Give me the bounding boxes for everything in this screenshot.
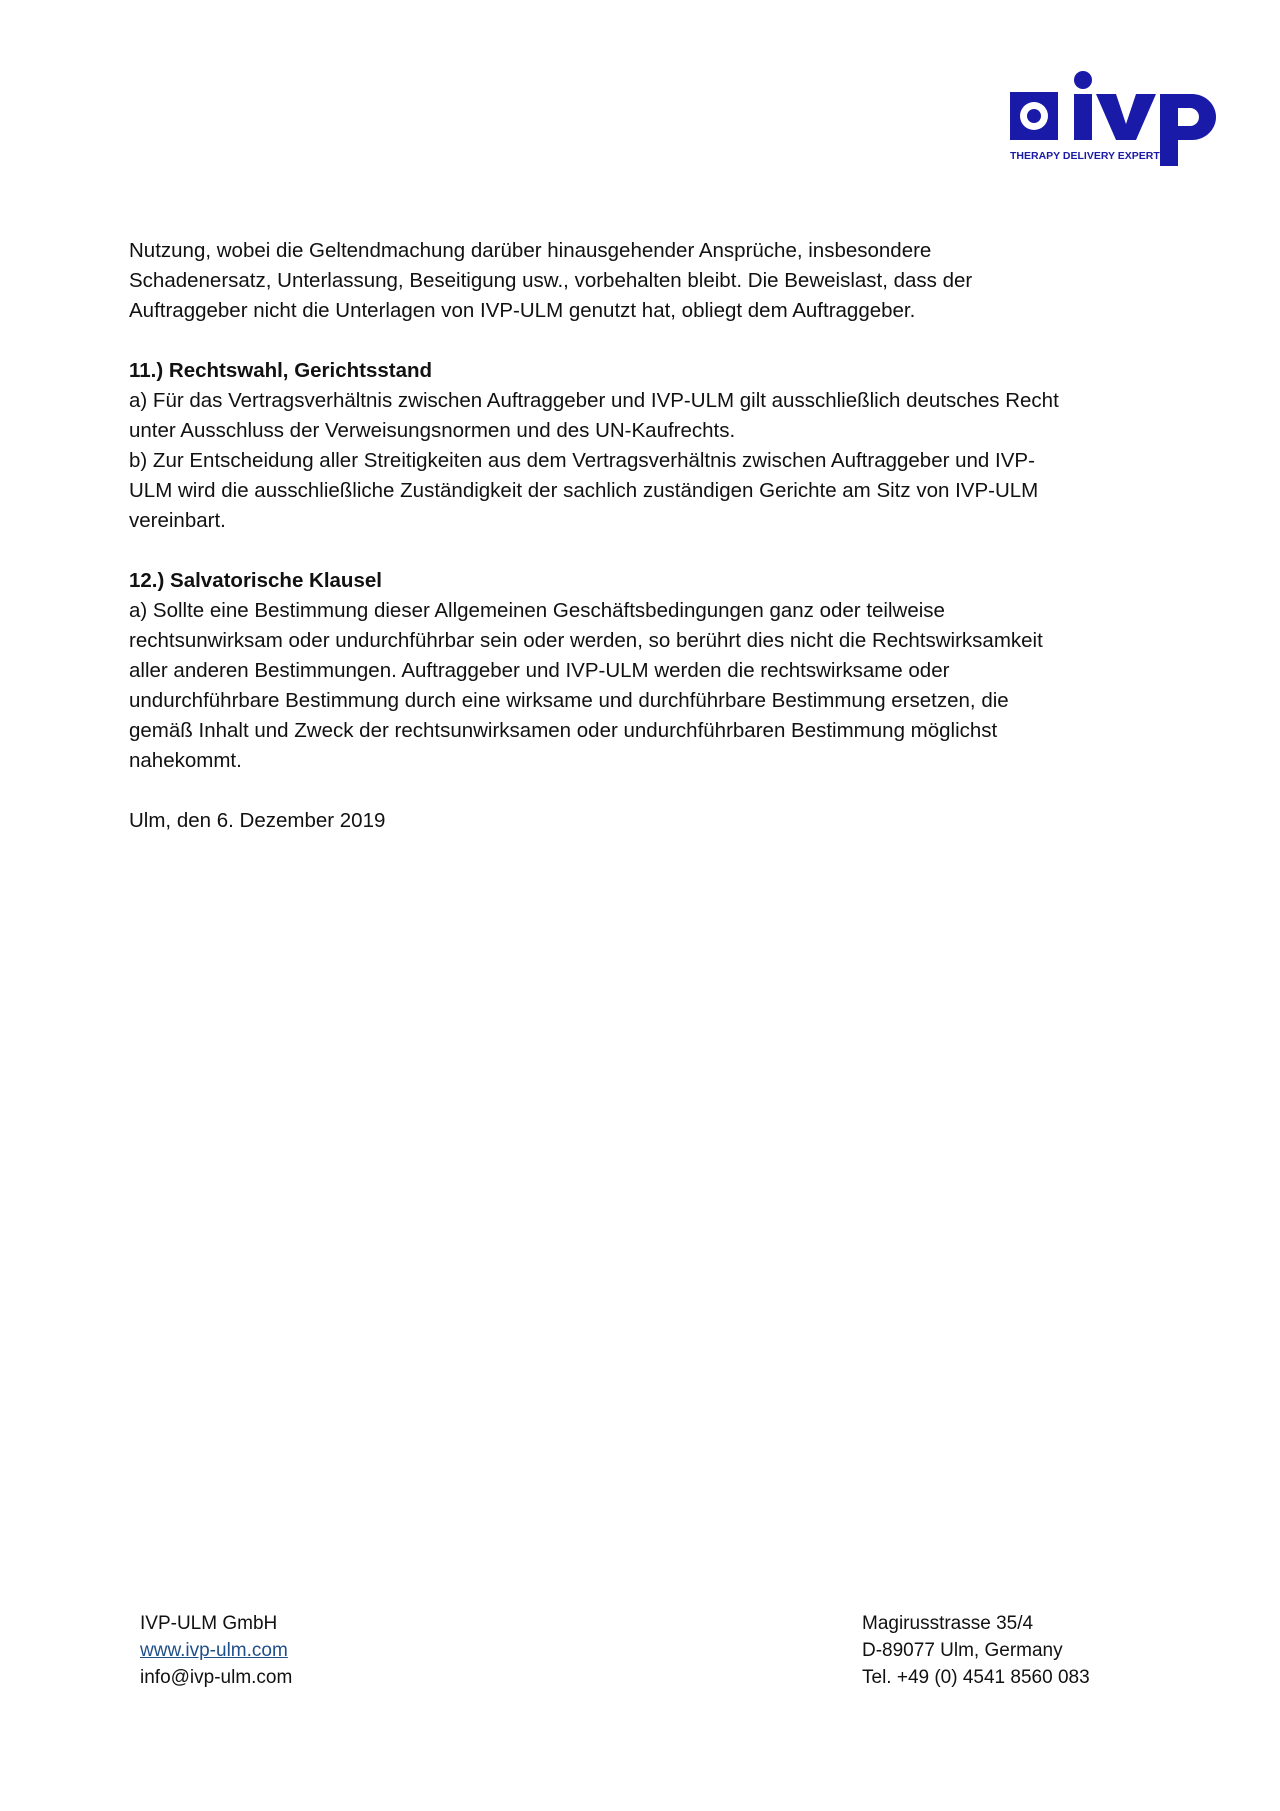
text-line: b) Zur Entscheidung aller Streitigkeiten aus dem Vertragsverhältnis zwischen Auftraggeber und IVP- — [129, 449, 1035, 472]
signoff-date: Ulm, den 6. Dezember 2019 — [129, 809, 386, 832]
text-line: unter Ausschluss der Verweisungsnormen und des UN-Kaufrechts. — [129, 419, 736, 442]
signoff-block — [129, 806, 1149, 836]
section-11 — [129, 356, 1149, 536]
ivp-logo — [1010, 70, 1220, 170]
text-line: a) Für das Vertragsverhältnis zwischen Auftraggeber und IVP-ULM gilt ausschließlich deutsches Recht — [129, 389, 1059, 412]
footer-company: IVP-ULM GmbH — [140, 1613, 278, 1634]
text-line: vereinbart. — [129, 509, 226, 532]
section-12 — [129, 566, 1149, 776]
text-line: gemäß Inhalt und Zweck der rechtsunwirksamen oder undurchführbaren Bestimmung möglichst — [129, 719, 998, 742]
footer-website-link[interactable]: www.ivp-ulm.com — [140, 1640, 288, 1661]
text-line: rechtsunwirksam oder undurchführbar sein oder werden, so berührt dies nicht die Rechtswirksamkeit — [129, 629, 1043, 652]
footer-address — [862, 1610, 1090, 1691]
logo-tagline: THERAPY DELIVERY EXPERTS — [1010, 150, 1167, 162]
text-line: Schadenersatz, Unterlassung, Beseitigung usw., vorbehalten bleibt. Die Beweislast, dass der — [129, 269, 973, 292]
section-11-heading: 11.) Rechtswahl, Gerichtsstand — [129, 359, 433, 382]
footer-city: D-89077 Ulm, Germany — [862, 1640, 1063, 1661]
text-line: undurchführbare Bestimmung durch eine wirksame und durchführbare Bestimmung ersetzen, die — [129, 689, 1009, 712]
footer-contact — [140, 1610, 292, 1691]
text-line: ULM wird die ausschließliche Zuständigkeit der sachlich zuständigen Gerichte am Sitz von IVP-ULM — [129, 479, 1039, 502]
section-12-heading: 12.) Salvatorische Klausel — [129, 569, 382, 592]
text-line: Nutzung, wobei die Geltendmachung darüber hinausgehender Ansprüche, insbesondere — [129, 239, 932, 262]
text-line: aller anderen Bestimmungen. Auftraggeber und IVP-ULM werden die rechtswirksame oder — [129, 659, 950, 682]
text-line: Auftraggeber nicht die Unterlagen von IVP-ULM genutzt hat, obliegt dem Auftraggeber. — [129, 299, 916, 322]
intro-paragraph — [129, 236, 1149, 326]
text-line: a) Sollte eine Bestimmung dieser Allgemeinen Geschäftsbedingungen ganz oder teilweise — [129, 599, 945, 622]
footer-street: Magirusstrasse 35/4 — [862, 1613, 1034, 1634]
footer-email: info@ivp-ulm.com — [140, 1667, 293, 1688]
footer-phone: Tel. +49 (0) 4541 8560 083 — [862, 1667, 1090, 1688]
document-body — [129, 236, 1149, 836]
ivp-logo-graphic — [1010, 70, 1220, 170]
text-line: nahekommt. — [129, 749, 242, 772]
